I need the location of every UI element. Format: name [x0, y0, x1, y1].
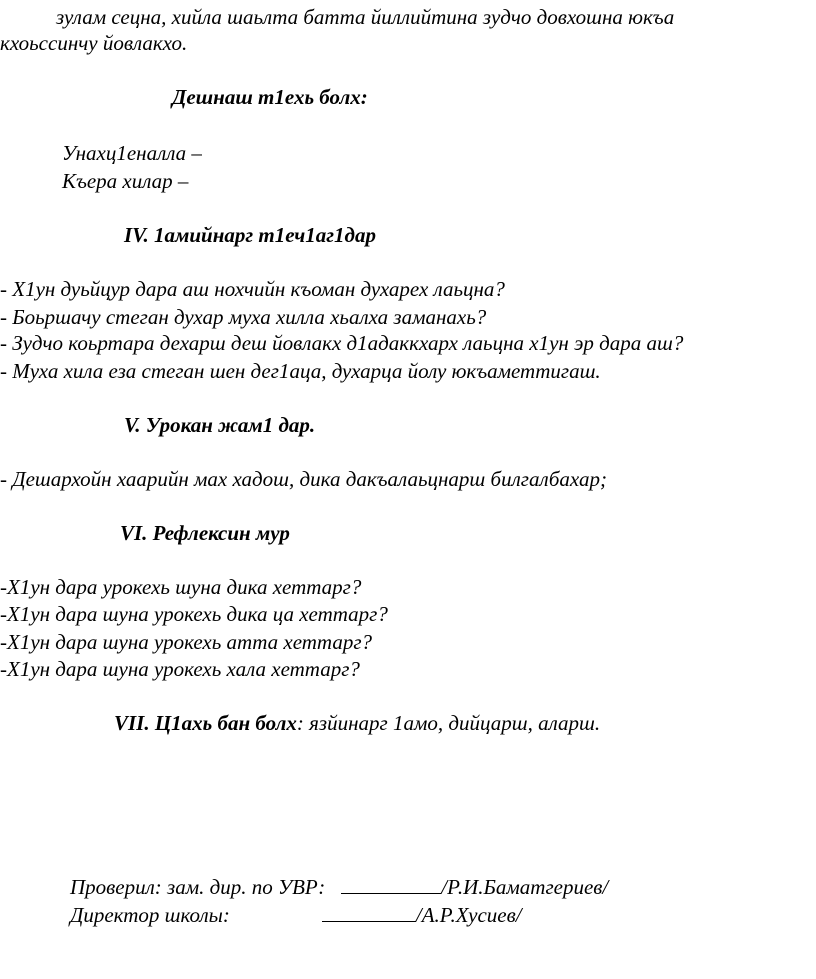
section-6-heading: VI. Рефлексин мур — [120, 521, 290, 545]
section-6-item: -Х1ун дара шуна урокехь хала хеттарг? — [0, 657, 360, 681]
section-6-item: -Х1ун дара шуна урокехь дика ца хеттарг? — [0, 602, 388, 626]
intro-line-2: кхоьссинчу йовлакхо. — [0, 31, 188, 55]
section-7-line — [114, 710, 600, 736]
section-4-heading: IV. 1амийнарг т1еч1аг1дар — [124, 223, 376, 247]
section-5-item: - Дешархойн хаарийн мах хадош, дика дакъалаьцнарш билгалбахар; — [0, 467, 607, 491]
section-4-item: - Х1ун дуьйцур дара аш нохчийн къоман духарех лаьцна? — [0, 277, 505, 301]
signature-director-name: /А.Р.Хусиев/ — [415, 903, 522, 927]
section-5-heading: V. Урокан жам1 дар. — [124, 413, 316, 437]
section-4-item: - Зудчо коьртара дехарш деш йовлакх д1адаккхарх лаьцна х1ун эр дара аш? — [0, 331, 684, 355]
signature-director — [70, 902, 522, 928]
signature-checked-name: /Р.И.Баматгериев/ — [441, 875, 609, 899]
homework-item: Къера хилар – — [62, 169, 189, 193]
section-7-heading: VII. Ц1ахь бан болх — [114, 711, 297, 735]
homework-heading: Дешнаш т1ехь болх: — [172, 85, 368, 109]
signature-checked — [70, 874, 608, 900]
homework-item: Унахц1еналла – — [62, 141, 202, 165]
section-7-text: : язйинарг 1амо, дийцарш, аларш. — [296, 711, 601, 735]
section-4-item: - Муха хила еза стеган шен дег1аца, духарца йолу юкъаметтигаш. — [0, 359, 601, 383]
section-4-item: - Боьршачу стеган духар муха хилла хьалха заманахь? — [0, 305, 487, 329]
section-6-item: -Х1ун дара шуна урокехь атта хеттарг? — [0, 630, 373, 654]
signature-director-line — [322, 921, 416, 922]
section-6-item: -Х1ун дара урокехь шуна дика хеттарг? — [0, 575, 362, 599]
signature-director-label: Директор школы: — [70, 903, 230, 927]
signature-checked-line — [341, 893, 441, 894]
signature-checked-label: Проверил: зам. дир. по УВР: — [70, 875, 326, 899]
intro-line-1: зулам сецна, хийла шаьлта батта йиллийтина зудчо довхошна юкъа — [56, 5, 675, 29]
